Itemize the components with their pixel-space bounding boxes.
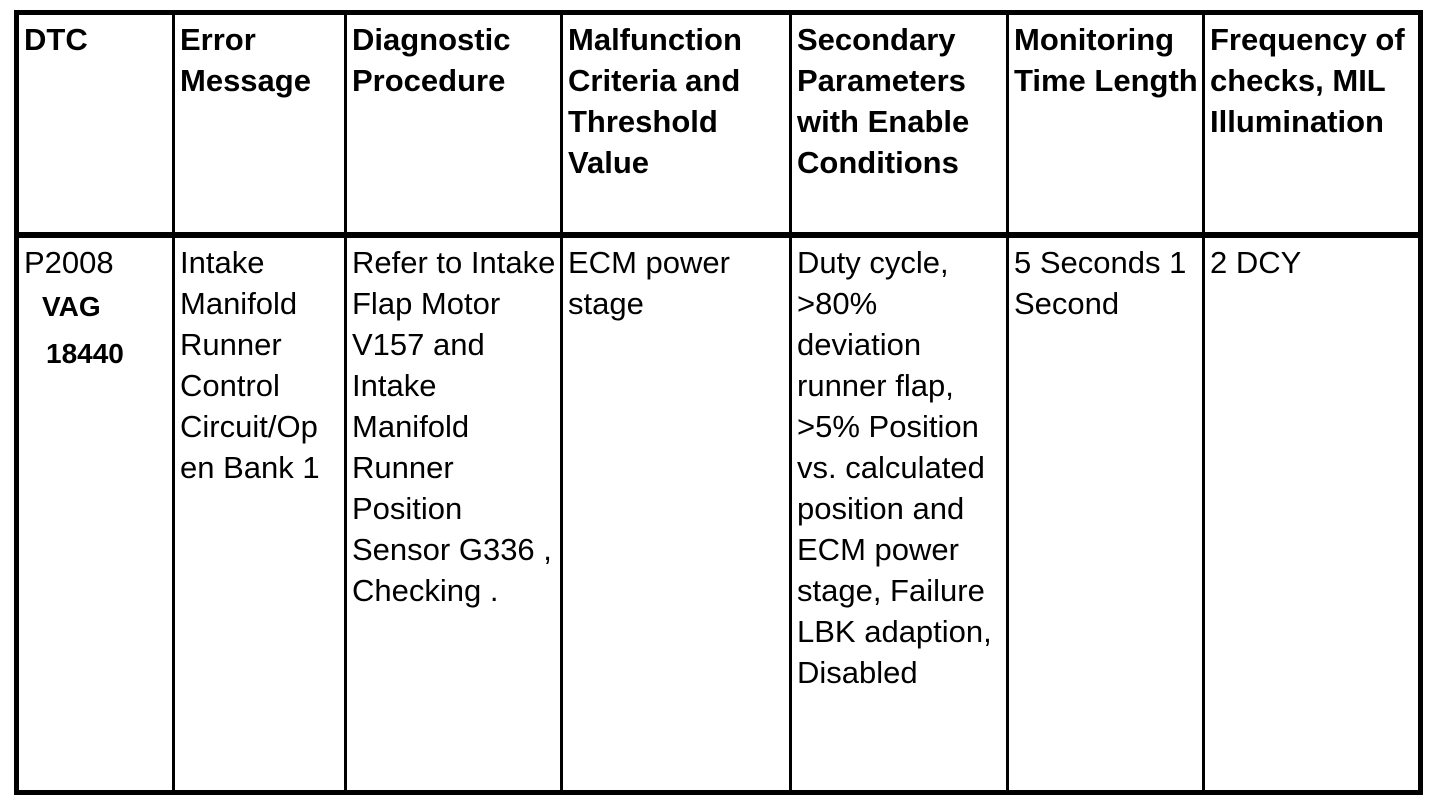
header-frequency-mil: Frequency of checks, MIL Illumination — [1204, 13, 1421, 235]
cell-monitoring-time: 5 Seconds 1 Second — [1008, 235, 1204, 793]
dtc-table — [14, 10, 1423, 795]
cell-diagnostic-procedure: Refer to Intake Flap Motor V157 and Intake Manifold Runner Position Sensor G336 , Checking . — [346, 235, 562, 793]
header-malfunction-criteria: Malfunction Criteria and Threshold Value — [562, 13, 791, 235]
header-error-message: Error Message — [174, 13, 346, 235]
vag-code: 18440 — [46, 337, 124, 369]
table-header-row — [17, 13, 1421, 235]
cell-error-message: Intake Manifold Runner Control Circuit/Op en Bank 1 — [174, 235, 346, 793]
header-dtc: DTC — [17, 13, 174, 235]
vag-label: VAG — [42, 290, 101, 322]
header-diagnostic-procedure: Diagnostic Procedure — [346, 13, 562, 235]
cell-dtc — [17, 235, 174, 793]
dtc-code: P2008 — [24, 244, 114, 280]
cell-frequency-mil: 2 DCY — [1204, 235, 1421, 793]
cell-secondary-parameters: Duty cycle, >80% deviation runner flap, >5% Position vs. calculated position and ECM power stage, Failure LBK adaption, Disabled — [791, 235, 1008, 793]
header-secondary-parameters: Secondary Parameters with Enable Conditions — [791, 13, 1008, 235]
table-row — [17, 235, 1421, 793]
header-monitoring-time: Monitoring Time Length — [1008, 13, 1204, 235]
cell-malfunction-criteria: ECM power stage — [562, 235, 791, 793]
